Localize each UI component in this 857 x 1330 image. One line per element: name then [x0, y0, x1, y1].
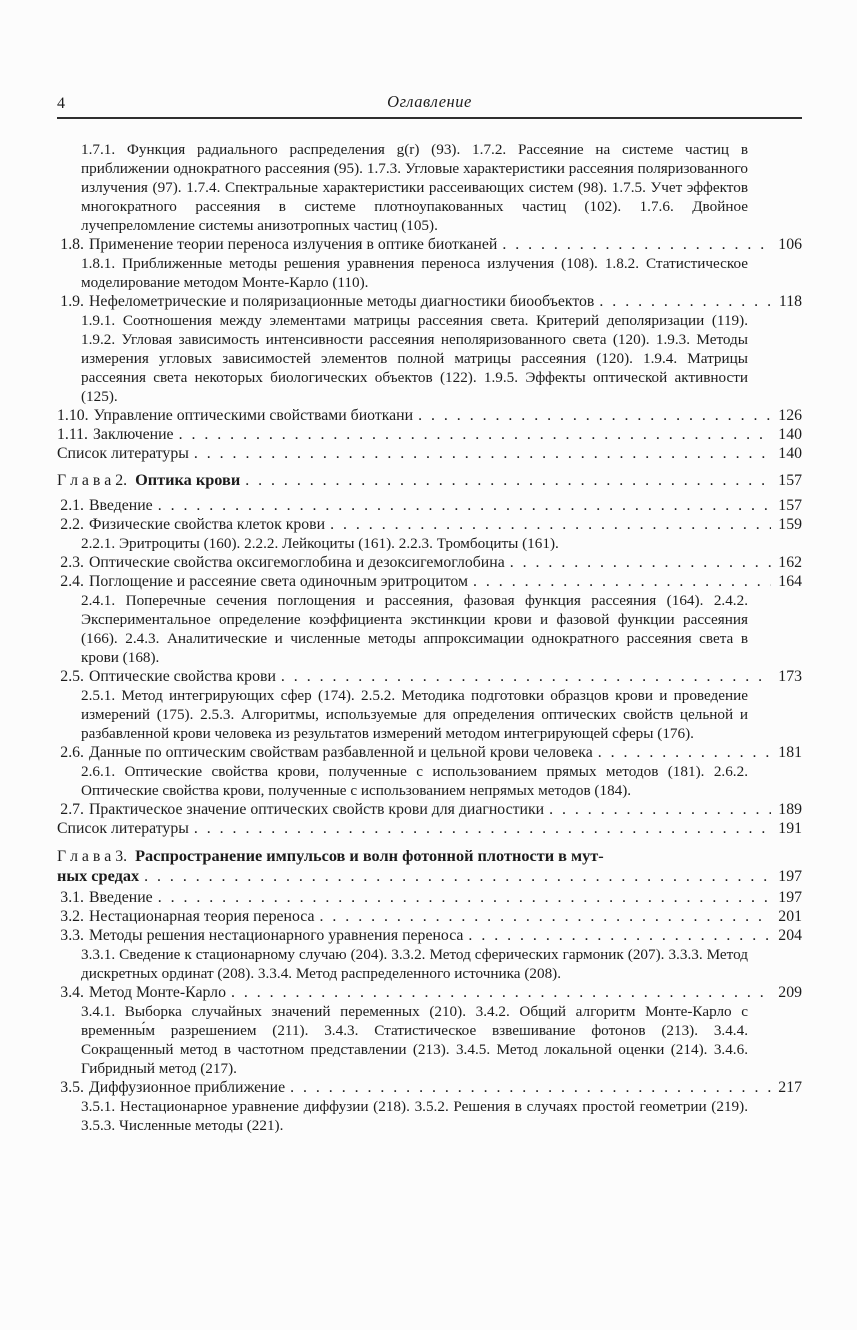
chapter-title-line [57, 846, 802, 866]
toc-entry-number: 3.2. [60, 908, 84, 925]
toc-entry-title: Список литературы [57, 445, 189, 462]
toc-entry [57, 496, 802, 515]
dot-leader [599, 292, 771, 311]
toc-entry [57, 983, 802, 1002]
toc-entry-title: Оптические свойства крови [89, 668, 276, 685]
dot-leader [468, 926, 771, 945]
toc-subentries: 2.4.1. Поперечные сечения поглощения и рассеяния, фазовая функция рассеяния (164). 2.4.2. Экспериментальное определение коэффициента экстинкции крови и фазовой функции рассеяния (166). 2.4.3. Аналитические и численные методы аппроксимации однократного рассеяния света в крови (168). [81, 592, 748, 666]
toc-entry [57, 1078, 802, 1097]
toc-entry-page: 106 [778, 236, 802, 253]
toc-entry-number: 2.1. [60, 497, 84, 514]
toc-entry [57, 907, 802, 926]
dot-leader [231, 983, 771, 1002]
dot-leader [598, 743, 771, 762]
toc-entry-title: Метод Монте-Карло [89, 984, 226, 1001]
toc-entry [57, 572, 802, 591]
toc-entry-page: 164 [778, 573, 802, 590]
toc-entry-number: 2.2. [60, 516, 84, 533]
chapter-label: Г л а в а 2. [57, 472, 128, 489]
toc-entry-number: 2.6. [60, 744, 84, 761]
dot-leader [418, 406, 771, 425]
dot-leader [194, 819, 771, 838]
toc-entry-number: 2.7. [60, 801, 84, 818]
dot-leader [510, 553, 771, 572]
toc-entry-page: 209 [778, 984, 802, 1001]
toc-entry-title: Нестационарная теория переноса [89, 908, 315, 925]
toc-entry-page: 157 [778, 472, 802, 489]
toc-entry [57, 888, 802, 907]
dot-leader [473, 572, 771, 591]
dot-leader [290, 1078, 771, 1097]
toc-entry-page: 162 [778, 554, 802, 571]
toc-entry-page: 140 [778, 445, 802, 462]
toc-entry-title: Физические свойства клеток крови [89, 516, 326, 533]
dot-leader [179, 425, 771, 444]
toc-entry-title: Методы решения нестационарного уравнения переноса [89, 927, 464, 944]
toc-subentries: 2.5.1. Метод интегрирующих сфер (174). 2.5.2. Методика подготовки образцов крови и проведение измерений (175). 2.5.3. Алгоритмы, используемые для определения оптических свойств цельной и разбавленной крови человека из результатов измерений методом интегрирующей сферы (176). [81, 687, 748, 742]
toc-entry [57, 235, 802, 254]
toc-entry-number: 2.3. [60, 554, 84, 571]
toc-entry-number: 1.9. [60, 293, 84, 310]
toc-subentries: 1.9.1. Соотношения между элементами матрицы рассеяния света. Критерий деполяризации (119). 1.9.2. Угловая зависимость интенсивности рассеяния неполяризованного света (120). 1.9.3. Методы измерения угловых зависимостей элементов полной матрицы рассеяния (120). 1.9.4. Матрицы рассеяния света некоторых биологических объектов (122). 1.9.5. Эффекты оптической активности (125). [81, 312, 748, 405]
toc-entry-title: Заключение [93, 426, 174, 443]
page-header [57, 92, 802, 119]
toc-entry [57, 406, 802, 425]
toc-entry-page: 189 [778, 801, 802, 818]
toc-entry-title: Управление оптическими свойствами биоткани [93, 407, 414, 424]
dot-leader [144, 867, 771, 886]
toc-entry-number: 3.3. [60, 927, 84, 944]
dot-leader [158, 496, 771, 515]
dot-leader [281, 667, 771, 686]
toc-entry [57, 926, 802, 945]
dot-leader [502, 235, 771, 254]
table-of-contents [57, 140, 802, 1135]
toc-entry [57, 515, 802, 534]
toc-subentries: 2.6.1. Оптические свойства крови, полученные с использованием прямых методов (181). 2.6.2. Оптические свойства крови, полученные с использованием непрямых методов (184). [81, 763, 748, 799]
toc-entry-title: Введение [89, 889, 153, 906]
toc-entry-number: 2.5. [60, 668, 84, 685]
toc-entry-title: Поглощение и рассеяние света одиночным эритроцитом [89, 573, 468, 590]
toc-entry-number: 3.4. [60, 984, 84, 1001]
toc-entry-page: 201 [778, 908, 802, 925]
toc-entry-number: 3.5. [60, 1079, 84, 1096]
toc-subentries: 3.4.1. Выборка случайных значений переменных (210). 3.4.2. Общий алгоритм Монте-Карло с временны́м разрешением (211). 3.4.3. Статистическое взвешивание фотонов (213). 3.4.4. Сокращенный метод в частотном представлении (213). 3.4.5. Метод локальной оценки (214). 3.4.6. Гибридный метод (217). [81, 1003, 748, 1077]
dot-leader [245, 471, 771, 490]
toc-entry-number: 1.11. [57, 426, 89, 443]
running-head-title: Оглавление [387, 92, 472, 111]
toc-entry-number: 1.10. [57, 407, 89, 424]
toc-entry [57, 667, 802, 686]
toc-subentries: 2.2.1. Эритроциты (160). 2.2.2. Лейкоциты (161). 2.2.3. Тромбоциты (161). [81, 535, 559, 552]
dot-leader [194, 444, 771, 463]
chapter-title-line [57, 866, 802, 886]
toc-entry-references [57, 819, 802, 838]
toc-chapter-entry [57, 470, 802, 490]
toc-entry-page: 118 [778, 293, 802, 310]
toc-entry-page: 204 [778, 927, 802, 944]
toc-subentries: 1.8.1. Приближенные методы решения уравнения переноса излучения (108). 1.8.2. Статистическое моделирование методом Монте-Карло (110). [81, 255, 748, 291]
chapter-title: ных средах [57, 866, 140, 885]
toc-chapter-entry [57, 846, 802, 886]
dot-leader [320, 907, 772, 926]
toc-entry-title: Применение теории переноса излучения в оптике биотканей [89, 236, 498, 253]
toc-entry-page: 157 [778, 497, 802, 514]
toc-entry-page: 217 [778, 1079, 802, 1096]
dot-leader [158, 888, 771, 907]
toc-entry-title: Оптические свойства оксигемоглобина и дезоксигемоглобина [89, 554, 505, 571]
toc-entry-page: 197 [778, 889, 802, 906]
toc-entry-references [57, 444, 802, 463]
chapter-label: Г л а в а 3. [57, 848, 128, 865]
toc-entry-page: 181 [778, 744, 802, 761]
toc-entry-page: 173 [778, 668, 802, 685]
page-number: 4 [57, 95, 65, 112]
toc-entry [57, 425, 802, 444]
toc-entry [57, 553, 802, 572]
toc-entry [57, 743, 802, 762]
toc-entry-number: 3.1. [60, 889, 84, 906]
toc-entry-page: 191 [778, 820, 802, 837]
toc-entry-title: Список литературы [57, 820, 189, 837]
toc-entry-title: Диффузионное приближение [89, 1079, 286, 1096]
toc-entry-title: Нефелометрические и поляризационные методы диагностики биообъектов [89, 293, 595, 310]
chapter-title: Оптика крови [135, 470, 241, 489]
toc-entry-page: 126 [778, 407, 802, 424]
toc-subentries: 3.5.1. Нестационарное уравнение диффузии (218). 3.5.2. Решения в случаях простой геометрии (219). 3.5.3. Численные методы (221). [81, 1098, 748, 1134]
toc-entry-title: Практическое значение оптических свойств крови для диагностики [89, 801, 545, 818]
dot-leader [549, 800, 771, 819]
toc-entry [57, 292, 802, 311]
toc-entry-page: 140 [778, 426, 802, 443]
chapter-title: Распространение импульсов и волн фотонной плотности в мут- [135, 846, 604, 865]
toc-subentries: 3.3.1. Сведение к стационарному случаю (204). 3.3.2. Метод сферических гармоник (207). 3.3.3. Метод дискретных ординат (208). 3.3.4. Метод распределенного источника (208). [81, 946, 748, 982]
toc-entry-number: 2.4. [60, 573, 84, 590]
toc-entry [57, 800, 802, 819]
toc-entry-number: 1.8. [60, 236, 84, 253]
toc-entry-page: 197 [778, 868, 802, 885]
toc-entry-title: Данные по оптическим свойствам разбавленной и цельной крови человека [89, 744, 593, 761]
toc-subentries: 1.7.1. Функция радиального распределения g(r) (93). 1.7.2. Рассеяние на системе частиц в приближении однократного рассеяния (95). 1.7.3. Угловые характеристики рассеяния поляризованного излучения (97). 1.7.4. Спектральные характеристики рассеивающих систем (98). 1.7.5. Учет эффектов многократного рассеяния в системе плотноупакованных частиц (102). 1.7.6. Двойное лучепреломление системы анизотропных частиц (105). [81, 141, 748, 234]
dot-leader [330, 515, 771, 534]
toc-entry-page: 159 [778, 516, 802, 533]
toc-entry-title: Введение [89, 497, 153, 514]
